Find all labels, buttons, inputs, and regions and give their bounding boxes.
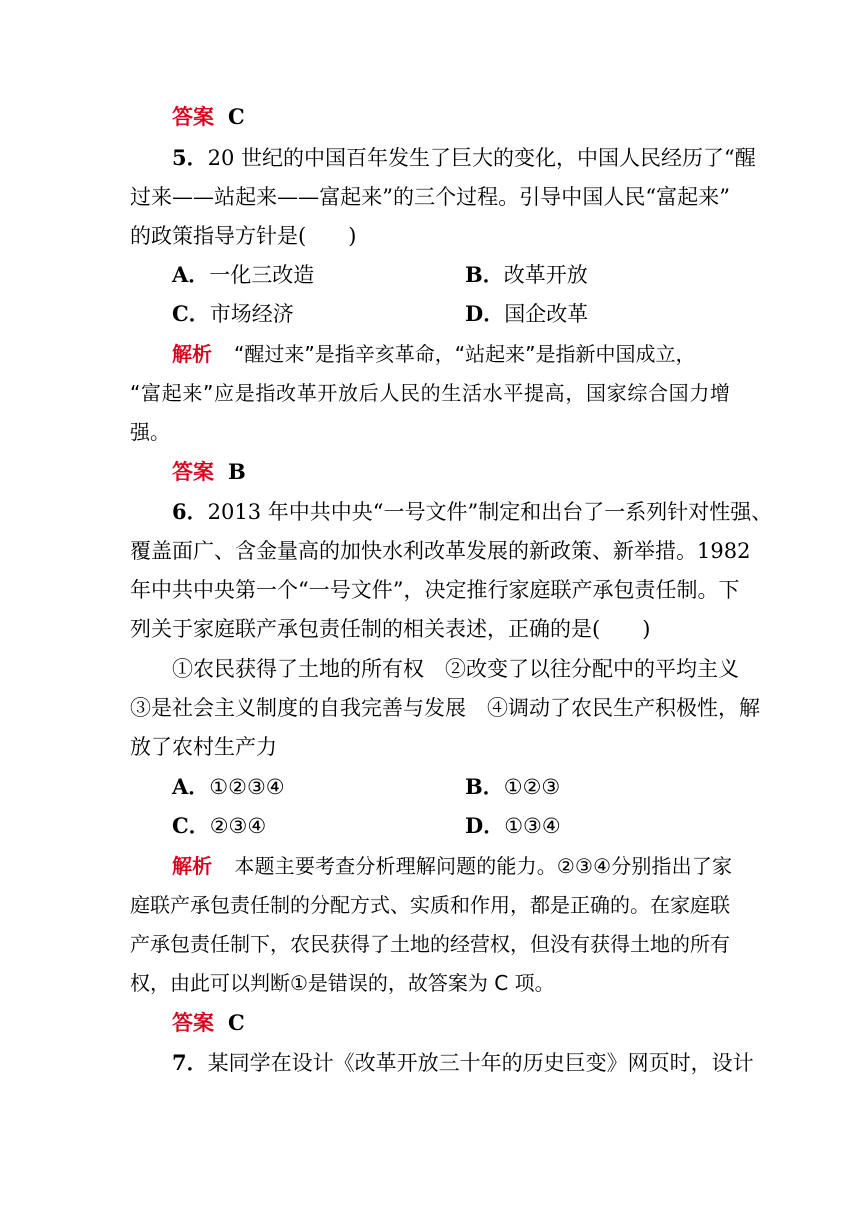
option-key: A． xyxy=(172,774,210,799)
question-5-line-3: 的政策指导方针是( ) xyxy=(130,224,357,248)
option-c xyxy=(172,300,294,328)
option-key: D． xyxy=(465,813,505,838)
analysis-text: 本题主要考查分析理解问题的能力。②③④分别指出了家 xyxy=(234,854,732,878)
answer-row-3 xyxy=(172,1009,732,1037)
analysis-label: 解析 xyxy=(172,342,212,366)
option-d xyxy=(465,812,561,840)
question-6-line-4: 列关于家庭联产承包责任制的相关表述，正确的是( ) xyxy=(130,617,651,641)
analysis-5-line-2: “富起来”应是指改革开放后人民的生活水平提高，国家综合国力增 xyxy=(130,381,730,405)
analysis-5-line-1 xyxy=(172,340,732,368)
option-c xyxy=(172,812,266,840)
question-5-line-1 xyxy=(172,144,756,172)
answer-value: B xyxy=(228,459,246,484)
question-text: 2013 年中共中央“一号文件”制定和出台了一系列针对性强、 xyxy=(207,500,773,524)
analysis-6-line-1 xyxy=(172,852,732,880)
question-7-line-1 xyxy=(172,1049,754,1077)
question-number: 6． xyxy=(172,499,208,524)
question-text: 某同学在设计《改革开放三十年的历史巨变》网页时，设计 xyxy=(207,1051,754,1075)
option-text: 国企改革 xyxy=(504,302,589,326)
question-text: 20 世纪的中国百年发生了巨大的变化，中国人民经历了“醒 xyxy=(207,146,756,170)
option-text: 改革开放 xyxy=(503,263,588,287)
analysis-label: 解析 xyxy=(172,854,213,878)
option-key: B． xyxy=(465,262,504,287)
option-b xyxy=(465,773,560,801)
statement-line-3: 放了农村生产力 xyxy=(130,735,277,759)
option-text: ①②③ xyxy=(503,775,561,799)
option-key: A． xyxy=(172,262,210,287)
option-text: 一化三改造 xyxy=(209,263,315,287)
answer-value: C xyxy=(228,104,245,129)
answer-label: 答案 xyxy=(172,1011,214,1035)
answer-label: 答案 xyxy=(172,105,214,129)
analysis-text: “醒过来”是指辛亥革命，“站起来”是指新中国成立， xyxy=(234,342,696,366)
statement-line-2: ③是社会主义制度的自我完善与发展 ④调动了农民生产积极性，解 xyxy=(130,696,760,720)
option-a xyxy=(172,261,314,289)
option-text: 市场经济 xyxy=(209,302,294,326)
question-6-line-2: 覆盖面广、含金量高的加快水利改革发展的新政策、新举措。1982 xyxy=(130,539,751,563)
question-5-line-2: 过来——站起来——富起来”的三个过程。引导中国人民“富起来” xyxy=(130,185,730,209)
option-key: C． xyxy=(172,813,210,838)
analysis-5-line-3: 强。 xyxy=(130,420,170,444)
option-key: D． xyxy=(465,301,505,326)
question-number: 7． xyxy=(172,1050,208,1075)
option-key: B． xyxy=(465,774,504,799)
answer-row-2 xyxy=(172,458,732,486)
answer-value: C xyxy=(228,1010,245,1035)
question-6-line-3: 年中共中央第一个“一号文件”，决定推行家庭联产承包责任制。下 xyxy=(130,578,740,602)
statement-line-1: ①农民获得了土地的所有权 ②改变了以往分配中的平均主义 xyxy=(172,657,739,681)
answer-label: 答案 xyxy=(172,460,214,484)
option-a xyxy=(172,773,285,801)
question-number: 5． xyxy=(172,145,208,170)
option-key: C． xyxy=(172,301,210,326)
option-text: ①②③④ xyxy=(209,775,285,799)
analysis-6-line-2: 庭联产承包责任制的分配方式、实质和作用，都是正确的。在家庭联 xyxy=(130,893,730,917)
option-b xyxy=(465,261,588,289)
analysis-6-line-3: 产承包责任制下，农民获得了土地的经营权，但没有获得土地的所有 xyxy=(130,932,730,956)
option-text: ②③④ xyxy=(209,814,267,838)
analysis-6-line-4: 权，由此可以判断①是错误的，故答案为 C 项。 xyxy=(130,971,555,995)
answer-row-1 xyxy=(172,103,732,131)
question-6-line-1 xyxy=(172,498,773,526)
option-d xyxy=(465,300,588,328)
option-text: ①③④ xyxy=(504,814,561,838)
